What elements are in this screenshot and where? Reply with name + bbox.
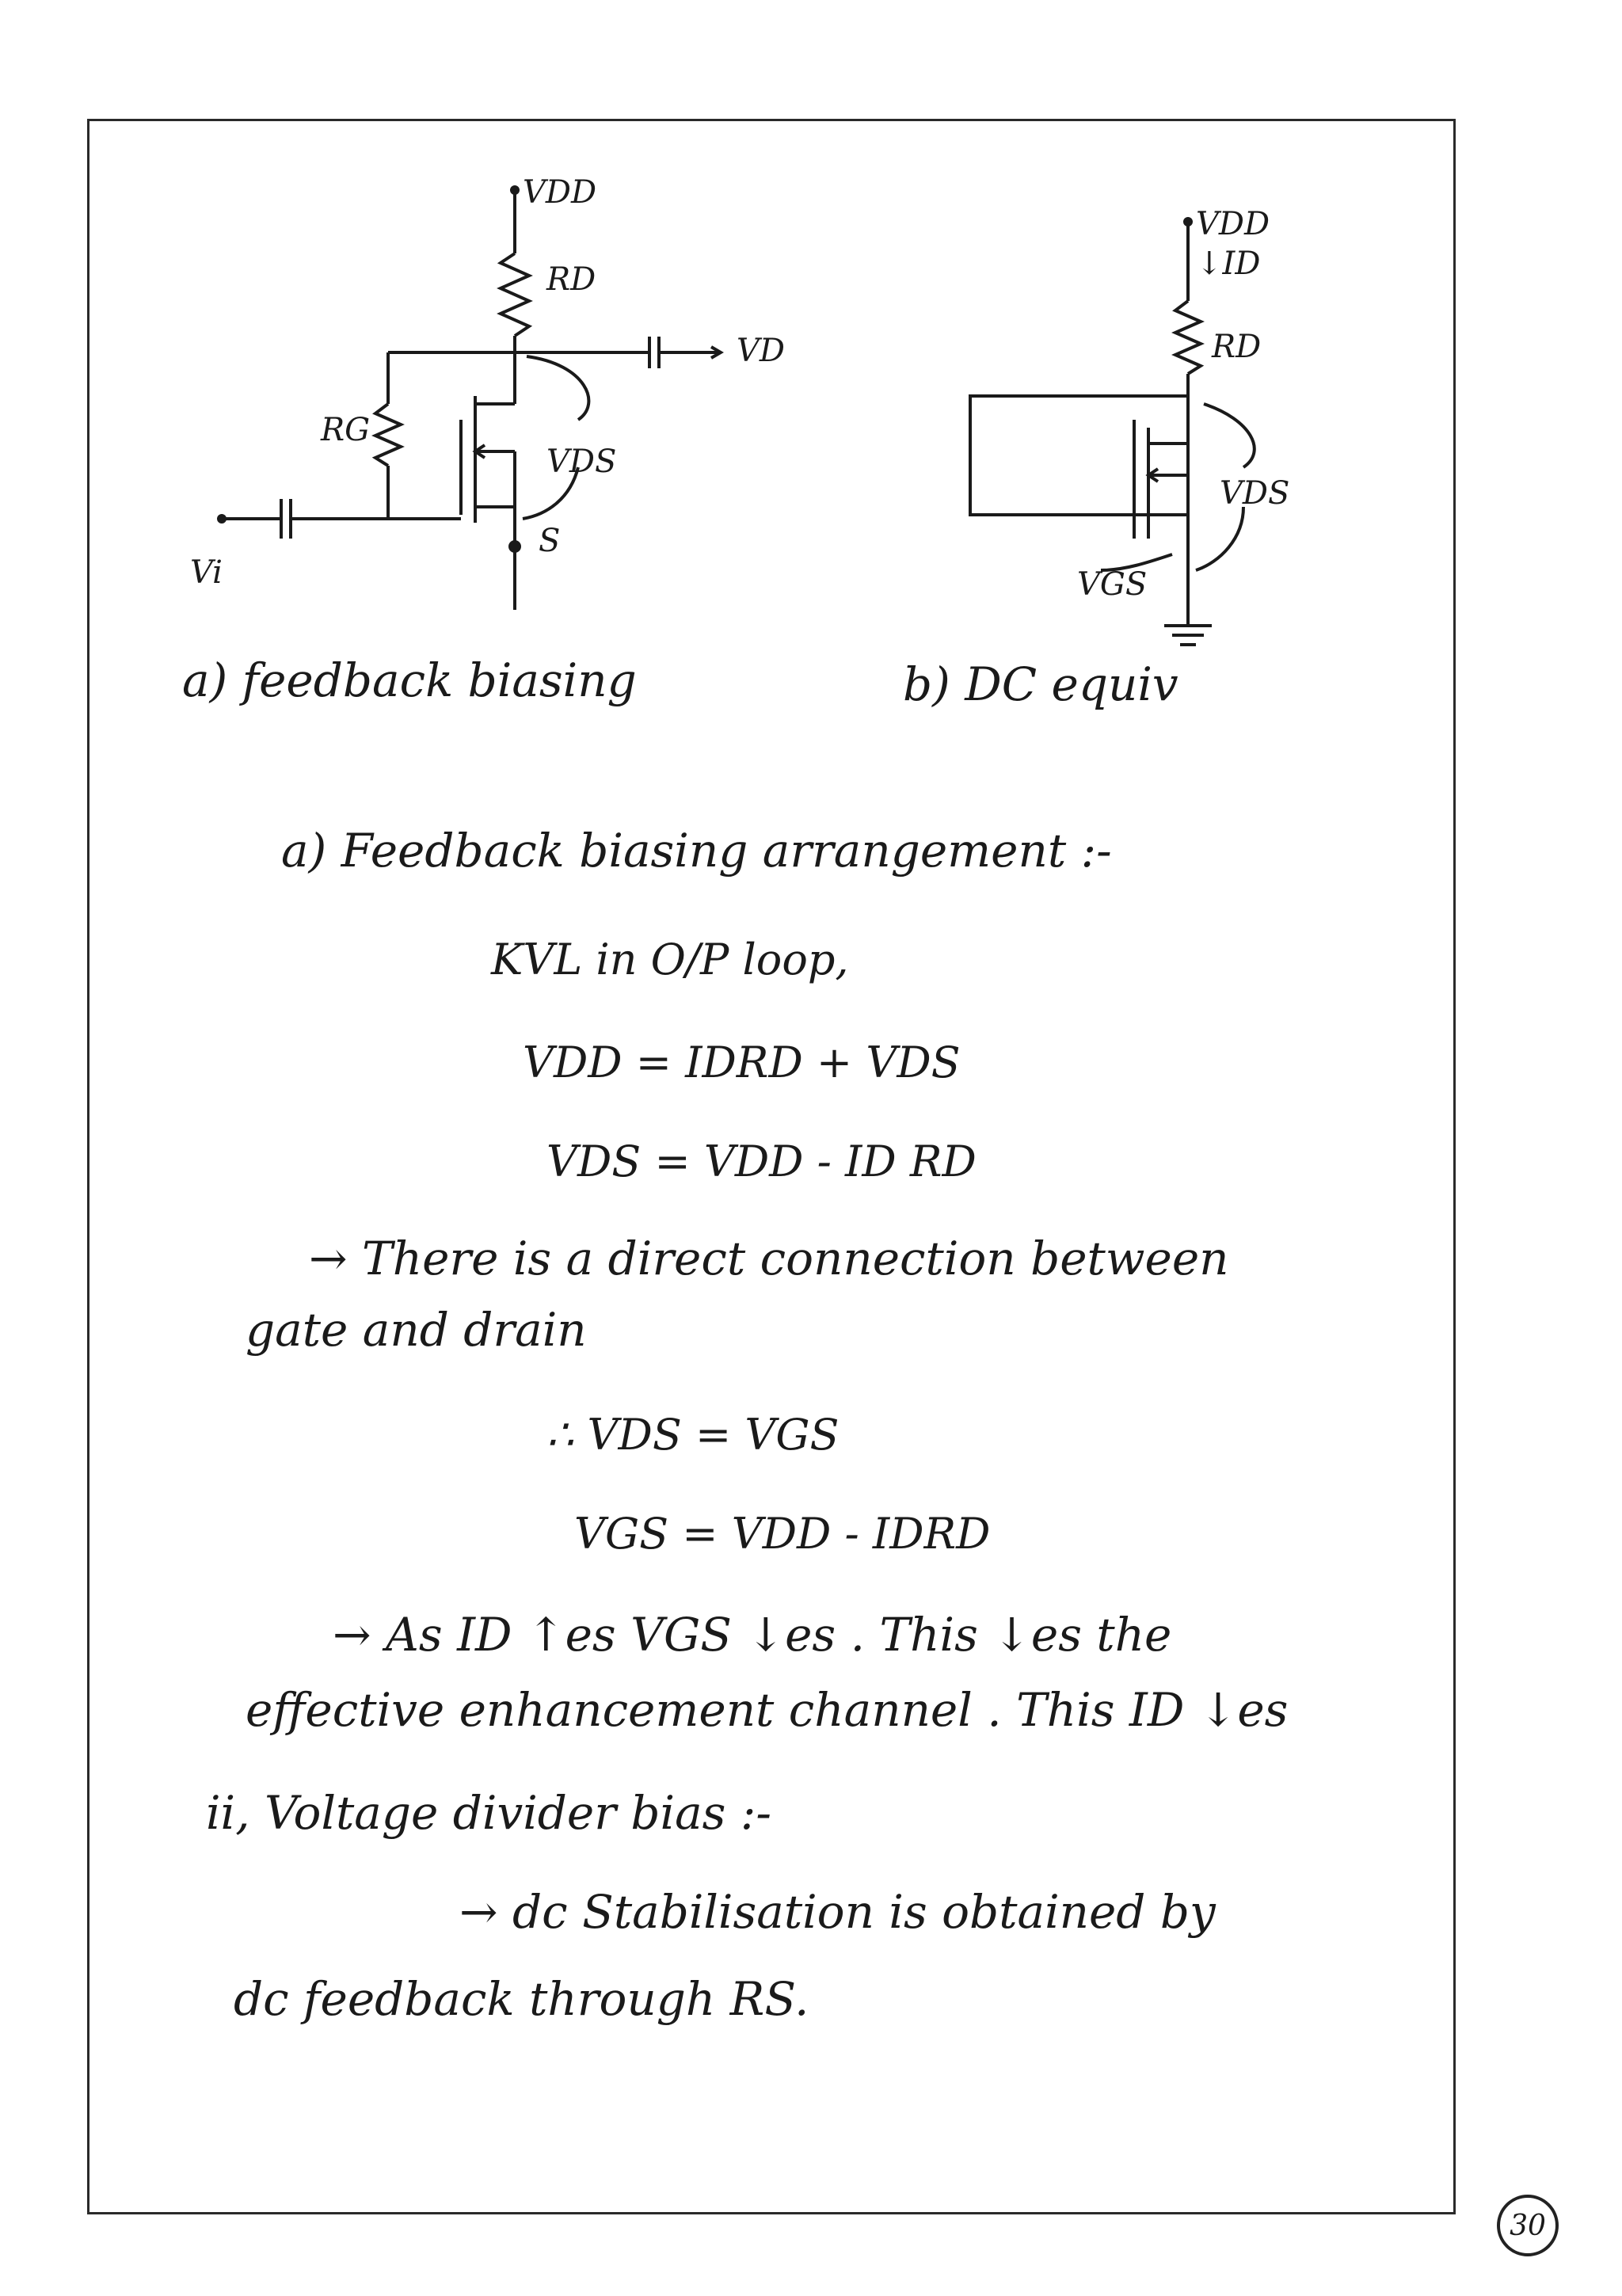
- feedback-bias-circuit: [174, 166, 824, 610]
- note-line-1: → There is a direct connection between: [309, 1232, 1229, 1285]
- page-number: 30: [1497, 2195, 1559, 2256]
- note-line-3: → As ID ↑es VGS ↓es . This ↓es the: [333, 1608, 1172, 1662]
- note-line-5: → dc Stabilisation is obtained by: [459, 1885, 1216, 1939]
- equation-2: VDS = VDD - ID RD: [546, 1137, 977, 1186]
- b-vdd-label: VDD: [1196, 206, 1270, 242]
- a-s-label: S: [539, 523, 561, 559]
- a-vi-label: Vi: [190, 554, 223, 591]
- dc-equivalent-circuit: [950, 198, 1346, 657]
- b-vds-label: VDS: [1220, 475, 1290, 512]
- b-caption: b) DC equiv: [903, 657, 1178, 711]
- b-vgs-label: VGS: [1077, 566, 1148, 603]
- a-vds-label: VDS: [546, 444, 617, 480]
- equation-4: VGS = VDD - IDRD: [574, 1509, 991, 1559]
- equation-3: ∴ VDS = VGS: [546, 1410, 840, 1460]
- a-rd-label: RD: [546, 261, 596, 298]
- heading-feedback-biasing: a) Feedback biasing arrangement :-: [281, 824, 1112, 878]
- heading-voltage-divider: ii, Voltage divider bias :-: [206, 1786, 771, 1840]
- note-line-2: gate and drain: [246, 1303, 587, 1357]
- a-vd-label: VD: [737, 333, 785, 369]
- equation-1: VDD = IDRD + VDS: [523, 1038, 961, 1087]
- a-rg-label: RG: [321, 412, 371, 448]
- note-line-4: effective enhancement channel . This ID ↓es: [246, 1683, 1289, 1737]
- a-caption: a) feedback biasing: [182, 653, 637, 707]
- a-vdd-label: VDD: [523, 174, 597, 211]
- b-rd-label: RD: [1212, 329, 1262, 365]
- kvl-line: KVL in O/P loop,: [491, 935, 849, 984]
- note-line-6: dc feedback through RS.: [234, 1972, 809, 2026]
- b-id-label: ↓ID: [1196, 246, 1261, 282]
